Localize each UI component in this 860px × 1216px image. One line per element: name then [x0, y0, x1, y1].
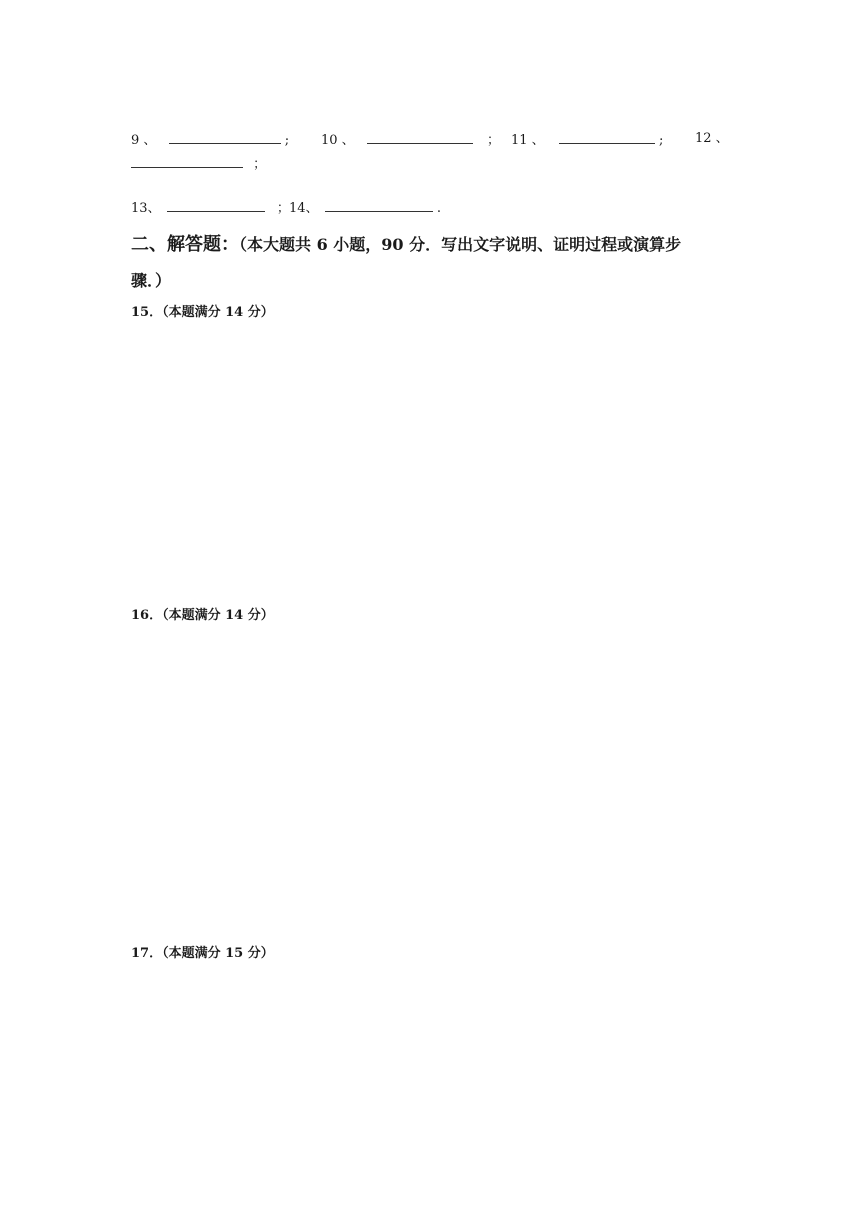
- answer-sep-13: ；: [276, 201, 290, 216]
- answer-label-11: 11 、: [511, 133, 545, 148]
- answer-label-10: 10 、: [321, 133, 355, 148]
- answer-sep-9: ;: [284, 133, 290, 148]
- question-17-heading: 17．（本题满分 15 分）: [131, 946, 274, 961]
- answer-blank-13[interactable]: [167, 199, 265, 212]
- answer-label-13: 13、: [131, 201, 161, 216]
- answer-sep-10: ；: [486, 133, 500, 148]
- answer-sep-11: ;: [658, 133, 664, 148]
- answer-label-14: 14、: [289, 201, 319, 216]
- fill-in-row-1b: [131, 155, 266, 173]
- answer-item-12: [695, 131, 729, 147]
- question-16-heading: 16．（本题满分 14 分）: [131, 608, 274, 623]
- question-15-heading: 15．（本题满分 14 分）: [131, 305, 274, 320]
- answer-blank-11[interactable]: [559, 131, 655, 144]
- answer-sep-12: ；: [253, 157, 267, 172]
- answer-blank-12[interactable]: [131, 155, 243, 168]
- answer-sep-14: .: [436, 201, 441, 216]
- answer-label-12: 12 、: [695, 131, 729, 146]
- answer-item-14: [289, 199, 441, 217]
- answer-item-13: [131, 199, 290, 217]
- section-heading: [131, 230, 681, 256]
- answer-blank-14[interactable]: [325, 199, 433, 212]
- answer-blank-9[interactable]: [169, 131, 281, 144]
- section-note-line-1: （本大题共 6 小题，90 分．写出文字说明、证明过程或演算步: [239, 235, 682, 254]
- section-title: 二、解答题：: [131, 234, 239, 255]
- answer-item-11: [511, 131, 663, 149]
- answer-blank-10[interactable]: [367, 131, 473, 144]
- answer-item-10: [321, 131, 500, 149]
- answer-label-9: 9 、: [131, 133, 157, 148]
- answer-item-9: [131, 131, 289, 149]
- section-note-line-2: 骤．）: [131, 271, 172, 290]
